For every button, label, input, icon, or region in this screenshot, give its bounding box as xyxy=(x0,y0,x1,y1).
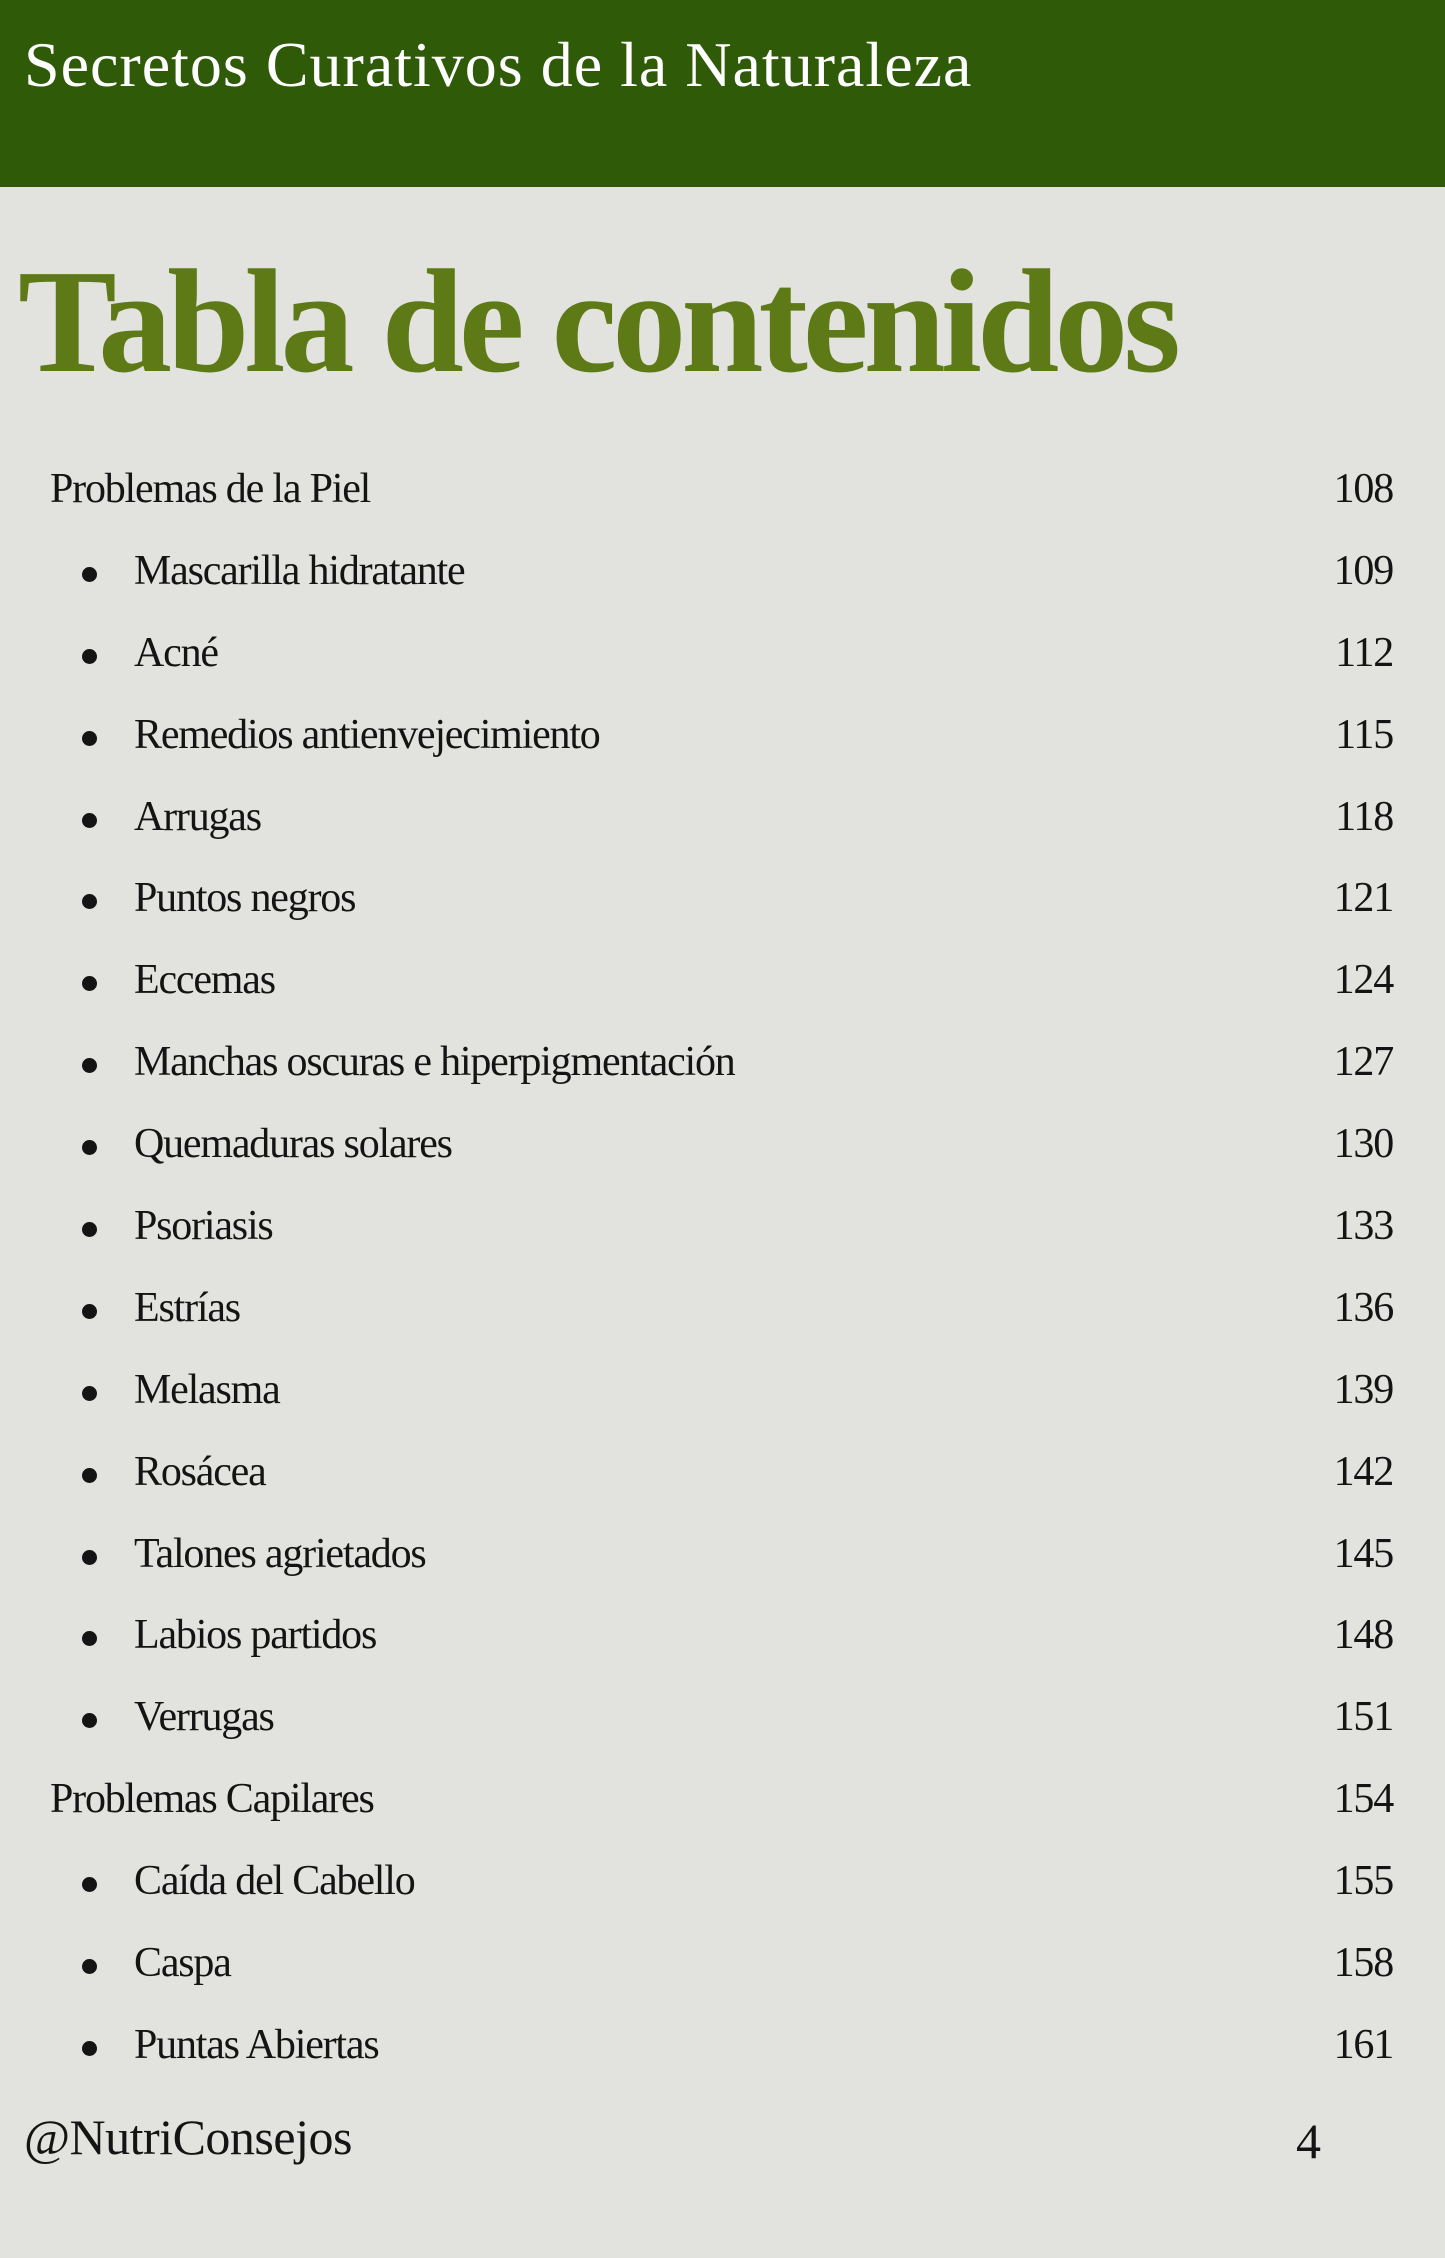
toc-label: Verrugas xyxy=(134,1694,274,1741)
toc-label: Melasma xyxy=(134,1366,280,1413)
toc-item[interactable] xyxy=(0,1279,1445,1361)
book-title: Secretos Curativos de la Naturaleza xyxy=(24,29,973,100)
toc-label: Caída del Cabello xyxy=(134,1858,415,1905)
bullet-icon xyxy=(82,1468,97,1483)
toc-page-number: 148 xyxy=(1333,1612,1393,1659)
toc-label: Estrías xyxy=(134,1284,240,1331)
bullet-icon xyxy=(82,731,97,746)
bullet-icon xyxy=(82,1386,97,1401)
toc-label: Caspa xyxy=(134,1940,231,1987)
page-title: Tabla de contenidos xyxy=(18,240,1176,404)
header-bar xyxy=(0,0,1445,187)
toc-item[interactable] xyxy=(0,2016,1445,2098)
toc-page-number: 108 xyxy=(1333,466,1393,512)
bullet-icon xyxy=(82,1304,97,1319)
toc-item[interactable] xyxy=(0,542,1445,624)
toc-page-number: 109 xyxy=(1333,547,1393,594)
toc-page-number: 151 xyxy=(1333,1694,1393,1741)
toc-label: Puntas Abiertas xyxy=(134,2021,379,2068)
bullet-icon xyxy=(82,2041,97,2056)
toc-label: Mascarilla hidratante xyxy=(134,547,465,594)
toc-item[interactable] xyxy=(0,1443,1445,1525)
toc-page-number: 139 xyxy=(1333,1366,1393,1413)
page-number: 4 xyxy=(1296,2113,1321,2169)
bullet-icon xyxy=(82,649,97,664)
table-of-contents xyxy=(0,460,1445,2098)
toc-item[interactable] xyxy=(0,1115,1445,1197)
bullet-icon xyxy=(82,813,97,828)
toc-item[interactable] xyxy=(0,869,1445,951)
toc-label: Labios partidos xyxy=(134,1612,377,1659)
toc-page-number: 118 xyxy=(1335,793,1393,840)
bullet-icon xyxy=(82,1713,97,1728)
bullet-icon xyxy=(82,567,97,582)
bullet-icon xyxy=(82,1140,97,1155)
bullet-icon xyxy=(82,1959,97,1974)
toc-item[interactable] xyxy=(0,1525,1445,1607)
toc-label: Manchas oscuras e hiperpigmentación xyxy=(134,1039,735,1086)
toc-page-number: 133 xyxy=(1333,1203,1393,1250)
toc-page-number: 161 xyxy=(1333,2021,1393,2068)
toc-page-number: 136 xyxy=(1333,1284,1393,1331)
toc-item[interactable] xyxy=(0,951,1445,1033)
toc-label: Acné xyxy=(134,629,218,676)
toc-page-number: 130 xyxy=(1333,1121,1393,1168)
toc-page-number: 115 xyxy=(1335,711,1393,758)
toc-item[interactable] xyxy=(0,1033,1445,1115)
toc-item[interactable] xyxy=(0,1934,1445,2016)
toc-page-number: 142 xyxy=(1333,1448,1393,1495)
toc-item[interactable] xyxy=(0,1361,1445,1443)
toc-item[interactable] xyxy=(0,1197,1445,1279)
toc-label: Psoriasis xyxy=(134,1203,273,1250)
bullet-icon xyxy=(82,1877,97,1892)
toc-item[interactable] xyxy=(0,1606,1445,1688)
bullet-icon xyxy=(82,894,97,909)
toc-item[interactable] xyxy=(0,624,1445,706)
toc-item[interactable] xyxy=(0,1688,1445,1770)
toc-page-number: 145 xyxy=(1333,1530,1393,1577)
toc-item[interactable] xyxy=(0,1852,1445,1934)
toc-page-number: 155 xyxy=(1333,1858,1393,1905)
toc-section[interactable] xyxy=(0,460,1445,542)
footer-handle: @NutriConsejos xyxy=(24,2109,352,2165)
toc-label: Eccemas xyxy=(134,957,275,1004)
toc-page-number: 154 xyxy=(1333,1776,1393,1823)
bullet-icon xyxy=(82,1631,97,1646)
toc-label: Puntos negros xyxy=(134,875,356,922)
toc-label: Arrugas xyxy=(134,793,261,840)
toc-label: Rosácea xyxy=(134,1448,266,1495)
toc-page-number: 127 xyxy=(1333,1039,1393,1086)
toc-item[interactable] xyxy=(0,706,1445,788)
toc-label: Talones agrietados xyxy=(134,1530,426,1577)
toc-label: Problemas Capilares xyxy=(50,1776,374,1823)
bullet-icon xyxy=(82,976,97,991)
toc-page-number: 158 xyxy=(1333,1940,1393,1987)
bullet-icon xyxy=(82,1058,97,1073)
toc-section[interactable] xyxy=(0,1770,1445,1852)
toc-page-number: 121 xyxy=(1333,875,1393,922)
bullet-icon xyxy=(82,1222,97,1237)
toc-page-number: 112 xyxy=(1335,629,1393,676)
bullet-icon xyxy=(82,1550,97,1565)
toc-label: Quemaduras solares xyxy=(134,1121,452,1168)
toc-label: Problemas de la Piel xyxy=(50,466,371,512)
toc-item[interactable] xyxy=(0,788,1445,870)
toc-label: Remedios antienvejecimiento xyxy=(134,711,600,758)
toc-page-number: 124 xyxy=(1333,957,1393,1004)
